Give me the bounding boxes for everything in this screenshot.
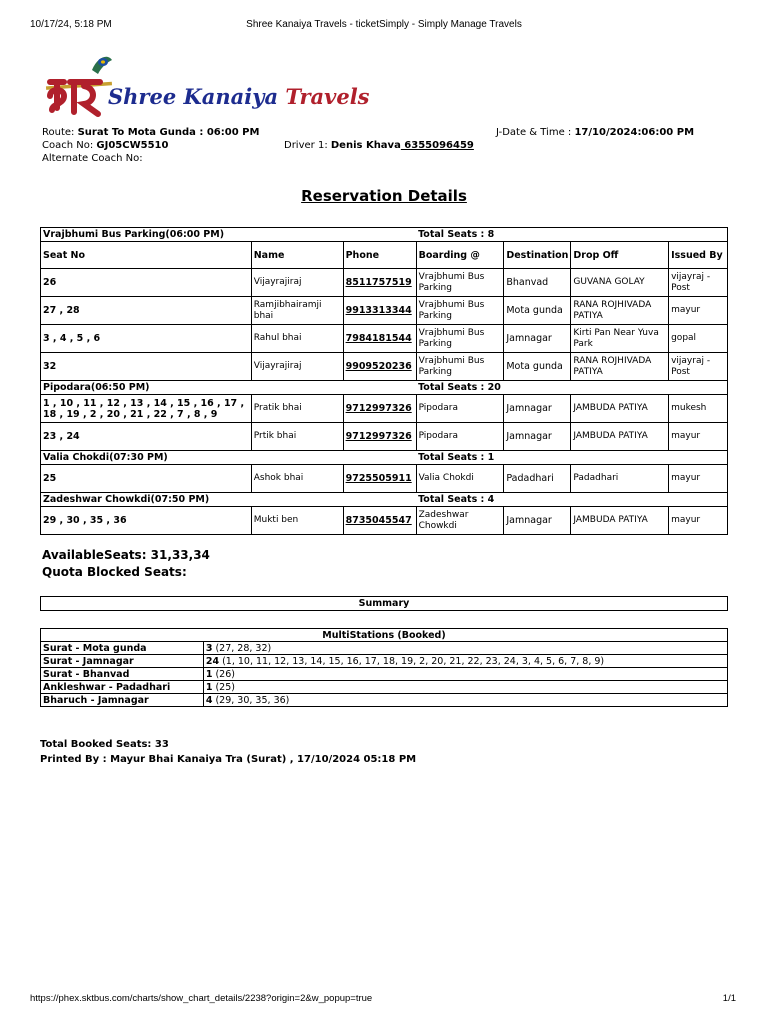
multistation-row: [41, 668, 728, 681]
table-row: [41, 507, 728, 535]
total-booked-seats: Total Booked Seats: 33: [40, 739, 169, 750]
boarding-point-total: Total Seats : 20: [416, 381, 727, 395]
table-row: [41, 325, 728, 353]
column-header: Boarding @: [416, 242, 504, 269]
table-row: [41, 395, 728, 423]
printed-by: Printed By : Mayur Bhai Kanaiya Tra (Surat) , 17/10/2024 05:18 PM: [40, 754, 417, 765]
multistations-body: [41, 629, 728, 707]
name-cell: Rahul bhai: [251, 325, 343, 353]
destination-cell: Jamnagar: [504, 423, 571, 451]
name-cell: Vijayrajiraj: [251, 269, 343, 297]
print-datetime: 10/17/24, 5:18 PM: [30, 19, 112, 30]
issued-by-cell: vijayraj - Post: [669, 269, 728, 297]
phone-cell: 7984181544: [343, 325, 416, 353]
dropoff-cell: GUVANA GOLAY: [571, 269, 669, 297]
phone-cell: 9712997326: [343, 395, 416, 423]
phone-cell: 8511757519: [343, 269, 416, 297]
seat-cell: 3 , 4 , 5 , 6: [41, 325, 252, 353]
column-header: Seat No: [41, 242, 252, 269]
boarding-point-total: Total Seats : 4: [416, 493, 727, 507]
brand-name: [108, 84, 370, 109]
seat-cell: 29 , 30 , 35 , 36: [41, 507, 252, 535]
boarding-cell: Pipodara: [416, 423, 504, 451]
boarding-cell: Valia Chokdi: [416, 465, 504, 493]
issued-by-cell: mayur: [669, 423, 728, 451]
column-header: Phone: [343, 242, 416, 269]
multistations-title-row: [41, 629, 728, 642]
destination-cell: Padadhari: [504, 465, 571, 493]
quota-blocked-seats: Quota Blocked Seats:: [42, 565, 187, 579]
multistation-count: 3: [205, 642, 213, 654]
multistation-count: 4: [205, 694, 213, 706]
alt-coach-line: [42, 153, 143, 164]
destination-cell: Jamnagar: [504, 395, 571, 423]
dropoff-cell: RANA ROJHIVADA PATIYA: [571, 297, 669, 325]
jdate-line: [496, 127, 694, 138]
multistation-count: 1: [205, 681, 213, 693]
seat-cell: 1 , 10 , 11 , 12 , 13 , 14 , 15 , 16 , 17 , 18 , 19 , 2 , 20 , 21 , 22 , 7 , 8 , 9: [41, 395, 252, 423]
column-header: Destination: [504, 242, 571, 269]
boarding-cell: Vrajbhumi Bus Parking: [416, 269, 504, 297]
destination-cell: Jamnagar: [504, 325, 571, 353]
multistation-seats-cell: [203, 694, 727, 707]
print-page-number: 1/1: [722, 993, 736, 1004]
available-seats: AvailableSeats: 31,33,34: [42, 548, 210, 562]
multistation-route: Ankleshwar - Padadhari: [41, 681, 204, 694]
multistation-seat-list: (27, 28, 32): [212, 642, 272, 654]
route-label: Route:: [42, 127, 75, 138]
multistation-row: [41, 681, 728, 694]
boarding-point-name: Vrajbhumi Bus Parking(06:00 PM): [41, 228, 417, 242]
jdate-label: J-Date & Time :: [496, 127, 572, 138]
name-cell: Mukti ben: [251, 507, 343, 535]
multistation-count: 1: [205, 668, 213, 680]
boarding-point-total: Total Seats : 1: [416, 451, 727, 465]
brand-name-part2: Travels: [285, 84, 370, 109]
driver-phone: 6355096459: [400, 140, 474, 151]
boarding-point-total: Total Seats : 8: [416, 228, 727, 242]
destination-cell: Jamnagar: [504, 507, 571, 535]
boarding-point-row: [41, 228, 728, 242]
multistation-seats-cell: [203, 642, 727, 655]
print-url: https://phex.sktbus.com/charts/show_chart_details/2238?origin=2&w_popup=true: [30, 993, 373, 1004]
column-header: Issued By: [669, 242, 728, 269]
issued-by-cell: mukesh: [669, 395, 728, 423]
multistation-route: Bharuch - Jamnagar: [41, 694, 204, 707]
phone-cell: 9712997326: [343, 423, 416, 451]
boarding-point-name: Valia Chokdi(07:30 PM): [41, 451, 417, 465]
reservation-body: [41, 228, 728, 535]
driver-label: Driver 1:: [284, 140, 328, 151]
seat-cell: 32: [41, 353, 252, 381]
multistation-seats-cell: [203, 668, 727, 681]
boarding-cell: Pipodara: [416, 395, 504, 423]
multistation-seat-list: (29, 30, 35, 36): [212, 694, 290, 706]
print-page-title: Shree Kanaiya Travels - ticketSimply - Simply Manage Travels: [246, 19, 522, 30]
table-row: [41, 269, 728, 297]
dropoff-cell: RANA ROJHIVADA PATIYA: [571, 353, 669, 381]
totals: [40, 737, 416, 767]
dropoff-cell: Padadhari: [571, 465, 669, 493]
seat-availability: [42, 547, 210, 581]
driver-line: [284, 140, 474, 151]
issued-by-cell: gopal: [669, 325, 728, 353]
route-value: Surat To Mota Gunda : 06:00 PM: [77, 127, 260, 138]
phone-cell: 8735045547: [343, 507, 416, 535]
summary-header: Summary: [40, 596, 728, 611]
multistation-route: Surat - Jamnagar: [41, 655, 204, 668]
name-cell: Ashok bhai: [251, 465, 343, 493]
jdate-value: 17/10/2024:06:00 PM: [574, 127, 695, 138]
phone-cell: 9913313344: [343, 297, 416, 325]
multistation-seats-cell: [203, 681, 727, 694]
boarding-cell: Vrajbhumi Bus Parking: [416, 353, 504, 381]
coach-label: Coach No:: [42, 140, 94, 151]
destination-cell: Bhanvad: [504, 269, 571, 297]
name-cell: Prtik bhai: [251, 423, 343, 451]
dropoff-cell: JAMBUDA PATIYA: [571, 423, 669, 451]
boarding-point-row: [41, 381, 728, 395]
boarding-point-name: Pipodara(06:50 PM): [41, 381, 417, 395]
boarding-point-row: [41, 451, 728, 465]
table-row: [41, 353, 728, 381]
boarding-cell: Zadeshwar Chowkdi: [416, 507, 504, 535]
multistation-row: [41, 642, 728, 655]
name-cell: Vijayrajiraj: [251, 353, 343, 381]
name-cell: Pratik bhai: [251, 395, 343, 423]
seat-cell: 23 , 24: [41, 423, 252, 451]
boarding-point-row: [41, 493, 728, 507]
destination-cell: Mota gunda: [504, 297, 571, 325]
seat-cell: 25: [41, 465, 252, 493]
coach-value: GJ05CW5510: [96, 140, 169, 151]
route-line: [42, 127, 259, 138]
issued-by-cell: mayur: [669, 465, 728, 493]
column-header-row: [41, 242, 728, 269]
multistation-route: Surat - Bhanvad: [41, 668, 204, 681]
seat-cell: 27 , 28: [41, 297, 252, 325]
multistation-seat-list: (25): [212, 681, 235, 693]
multistation-seat-list: (1, 10, 11, 12, 13, 14, 15, 16, 17, 18, 19, 2, 20, 21, 22, 23, 24, 3, 4, 5, 6, 7, 8, 9): [219, 655, 605, 667]
name-cell: Ramjibhairamji bhai: [251, 297, 343, 325]
multistation-count: 24: [205, 655, 220, 667]
multistation-seats-cell: [203, 655, 727, 668]
driver-name: Denis Khava: [330, 140, 401, 151]
multistation-row: [41, 694, 728, 707]
boarding-cell: Vrajbhumi Bus Parking: [416, 325, 504, 353]
destination-cell: Mota gunda: [504, 353, 571, 381]
dropoff-cell: JAMBUDA PATIYA: [571, 507, 669, 535]
brand-name-part1: Shree Kanaiya: [108, 84, 279, 109]
dropoff-cell: JAMBUDA PATIYA: [571, 395, 669, 423]
phone-cell: 9725505911: [343, 465, 416, 493]
issued-by-cell: mayur: [669, 297, 728, 325]
seat-cell: 26: [41, 269, 252, 297]
multistations-title: MultiStations (Booked): [41, 629, 728, 642]
page-title: Reservation Details: [301, 187, 467, 205]
boarding-point-name: Zadeshwar Chowkdi(07:50 PM): [41, 493, 417, 507]
column-header: Drop Off: [571, 242, 669, 269]
coach-line: [42, 140, 168, 151]
multistation-row: [41, 655, 728, 668]
boarding-cell: Vrajbhumi Bus Parking: [416, 297, 504, 325]
issued-by-cell: mayur: [669, 507, 728, 535]
table-row: [41, 423, 728, 451]
multistations-table: [40, 628, 728, 707]
multistation-route: Surat - Mota gunda: [41, 642, 204, 655]
alt-coach-label: Alternate Coach No:: [42, 153, 143, 164]
issued-by-cell: vijayraj - Post: [669, 353, 728, 381]
column-header: Name: [251, 242, 343, 269]
table-row: [41, 297, 728, 325]
phone-cell: 9909520236: [343, 353, 416, 381]
reservation-table: [40, 227, 728, 535]
dropoff-cell: Kirti Pan Near Yuva Park: [571, 325, 669, 353]
table-row: [41, 465, 728, 493]
multistation-seat-list: (26): [212, 668, 235, 680]
